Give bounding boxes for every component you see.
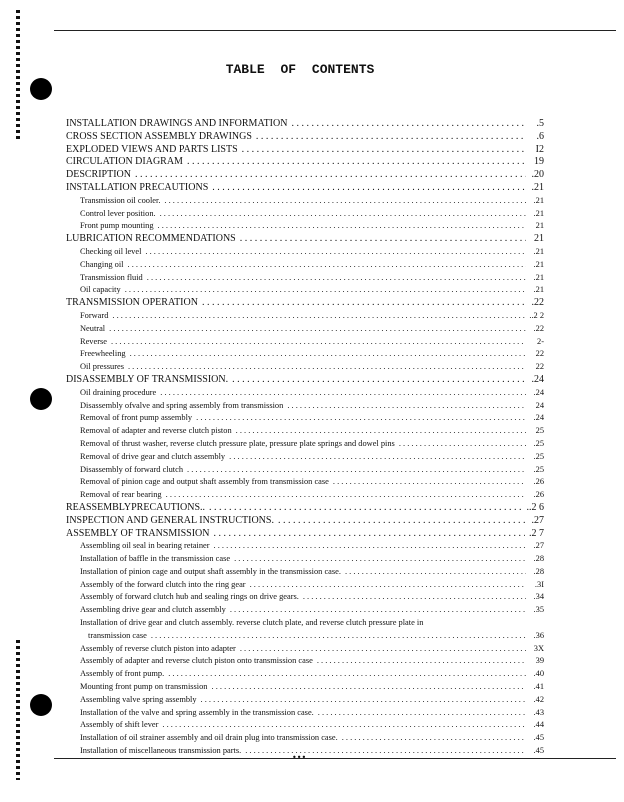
toc-leader-dots [232, 374, 526, 387]
toc-entry-page: .5 [536, 118, 544, 129]
toc-entry-label: Assembly of forward clutch hub and sealing rings on drive gears. [80, 592, 299, 602]
toc-leader-dots [166, 489, 526, 502]
toc-entry[interactable] [66, 515, 544, 528]
toc-entry[interactable] [66, 707, 544, 720]
toc-entry[interactable] [66, 297, 544, 310]
toc-leader-dots [240, 643, 526, 656]
toc-leader-dots [342, 732, 526, 745]
toc-entry[interactable] [66, 591, 544, 604]
toc-entry[interactable] [66, 336, 544, 349]
toc-entry[interactable] [66, 438, 544, 451]
toc-entry-label: Changing oil [80, 259, 124, 269]
toc-entry-page: .6 [536, 130, 544, 142]
toc-entry-page: .21 [531, 181, 544, 193]
toc-entry-page: 25 [535, 426, 544, 436]
toc-leader-dots [109, 323, 526, 336]
toc-entry-label: Oil capacity [80, 285, 121, 295]
toc-entry-page: 21 [535, 221, 544, 231]
toc-entry-page: .34 [533, 592, 544, 602]
toc-leader-dots [162, 719, 526, 732]
toc-entry-label: Assembly of shift lever [80, 720, 159, 730]
toc-leader-dots [212, 681, 527, 694]
toc-entry[interactable] [66, 643, 544, 656]
toc-leader-dots [333, 476, 526, 489]
toc-entry-label: Installation of oil strainer assembly and oil drain plug into transmission case. [80, 733, 338, 743]
toc-entry-label: Assembly of adapter and reverse clutch piston onto transmission case [80, 656, 313, 666]
toc-entry-label: Installation of miscellaneous transmission parts. [80, 746, 242, 756]
toc-entry-page: .43 [533, 707, 544, 717]
table-of-contents [66, 118, 544, 758]
toc-leader-dots [160, 387, 526, 400]
toc-leader-dots [287, 400, 526, 413]
toc-entry-page: .25 [533, 438, 544, 448]
toc-entry-page: .28 [533, 554, 544, 564]
toc-entry-page: .24 [533, 413, 544, 423]
toc-entry[interactable] [66, 131, 544, 144]
footer-mark: ••• [292, 753, 307, 762]
toc-entry[interactable] [66, 323, 544, 336]
toc-entry-page: I2 [535, 143, 544, 155]
toc-entry-page: .27 [531, 514, 544, 526]
toc-entry-label: Installation of pinion cage and output shaft assembly in the transmission case. [80, 566, 341, 576]
toc-entry[interactable] [66, 246, 544, 259]
toc-entry-label: REASSEMBLYPRECAUTIONS.. [66, 501, 206, 513]
toc-leader-dots [399, 438, 526, 451]
toc-leader-dots [209, 502, 522, 515]
toc-entry-page: .21 [533, 285, 544, 295]
toc-entry[interactable] [66, 220, 544, 233]
toc-leader-dots [317, 655, 526, 668]
toc-leader-dots [229, 451, 526, 464]
toc-entry-page: .41 [533, 682, 544, 692]
toc-entry[interactable] [66, 156, 544, 169]
toc-entry-page: .26 [533, 490, 544, 500]
toc-leader-dots [236, 425, 526, 438]
toc-entry-label: Removal of rear bearing [80, 490, 162, 500]
toc-entry[interactable] [66, 425, 544, 438]
toc-entry-label: EXPLODED VIEWS AND PARTS LISTS [66, 143, 238, 155]
toc-leader-dots [291, 118, 526, 131]
bottom-rule [54, 758, 616, 759]
toc-entry-page: 2- [537, 336, 544, 346]
toc-entry-label: Installation of the valve and spring assembly in the transmission case. [80, 707, 314, 717]
toc-entry-page: ..2 2 [529, 310, 544, 320]
toc-entry-label: transmission case [88, 630, 147, 640]
toc-entry-page: .21 [533, 259, 544, 269]
toc-leader-dots [201, 694, 526, 707]
toc-entry[interactable] [66, 476, 544, 489]
toc-leader-dots [345, 566, 526, 579]
toc-entry[interactable] [66, 310, 544, 323]
toc-leader-dots [125, 284, 526, 297]
toc-entry-page: 22 [535, 362, 544, 372]
toc-entry[interactable] [66, 412, 544, 425]
toc-entry-page: .21 [533, 195, 544, 205]
toc-leader-dots [318, 707, 526, 720]
toc-entry-label: Reverse [80, 336, 107, 346]
toc-entry-label: ASSEMBLY OF TRANSMISSION [66, 527, 210, 539]
toc-leader-dots [242, 144, 526, 157]
toc-entry[interactable] [66, 182, 544, 195]
toc-entry[interactable] [66, 604, 544, 617]
toc-entry-label: Disassembly of forward clutch [80, 464, 184, 474]
toc-leader-dots [256, 131, 526, 144]
toc-entry-page: 39 [535, 656, 544, 666]
toc-leader-dots [213, 528, 525, 541]
toc-entry[interactable] [66, 169, 544, 182]
toc-entry-page: .3I [534, 579, 544, 589]
toc-entry-label: Transmission fluid [80, 272, 143, 282]
toc-entry-page: .22 [531, 297, 544, 309]
toc-leader-dots [234, 553, 526, 566]
toc-entry[interactable] [66, 528, 544, 541]
toc-entry[interactable] [66, 630, 544, 643]
toc-leader-dots [135, 169, 526, 182]
toc-entry-page: 21 [534, 233, 544, 245]
binder-hole-top [30, 78, 52, 100]
toc-entry[interactable] [66, 400, 544, 413]
toc-entry[interactable] [66, 681, 544, 694]
toc-entry[interactable] [66, 259, 544, 272]
toc-entry-page: .26 [533, 477, 544, 487]
toc-entry[interactable] [66, 361, 544, 374]
toc-entry-label: INSTALLATION PRECAUTIONS [66, 181, 209, 193]
toc-entry-label: LUBRICATION RECOMMENDATIONS [66, 233, 236, 245]
toc-leader-dots [250, 579, 526, 592]
toc-entry-page: .36 [533, 630, 544, 640]
toc-entry-page: .25 [533, 464, 544, 474]
toc-entry-label: Installation of baffle in the transmission case [80, 554, 231, 564]
toc-entry-label: Mounting front pump on transmission [80, 682, 208, 692]
toc-entry[interactable] [66, 233, 544, 246]
toc-entry[interactable] [66, 464, 544, 477]
toc-leader-dots [128, 259, 526, 272]
toc-entry-label: Oil pressures [80, 362, 124, 372]
toc-leader-dots [160, 208, 526, 221]
toc-leader-dots [240, 233, 526, 246]
toc-entry-page: ..2 6 [526, 501, 544, 513]
toc-entry-page: 24 [535, 400, 544, 410]
toc-entry-page: 22 [535, 349, 544, 359]
toc-entry[interactable] [66, 489, 544, 502]
toc-leader-dots [151, 630, 526, 643]
toc-entry-label: DISASSEMBLY OF TRANSMISSION. [66, 373, 229, 385]
scan-edge-bottom [16, 640, 20, 780]
toc-entry[interactable] [66, 566, 544, 579]
toc-entry[interactable] [66, 451, 544, 464]
toc-entry-label: Oil draining procedure [80, 387, 157, 397]
toc-entry-label: Neutral [80, 323, 106, 333]
toc-leader-dots [130, 348, 526, 361]
toc-entry-label: Control lever position. [80, 208, 156, 218]
toc-entry[interactable] [66, 284, 544, 297]
toc-entry-page: .27 [533, 541, 544, 551]
toc-entry-page: .21 [533, 272, 544, 282]
toc-entry-page: .21 [533, 246, 544, 256]
toc-entry-label: Assembly of reverse clutch piston into adapter [80, 643, 236, 653]
toc-leader-dots [187, 156, 526, 169]
toc-entry-page: .35 [533, 605, 544, 615]
toc-entry-page: .42 [533, 694, 544, 704]
toc-leader-dots [111, 336, 526, 349]
toc-entry-page: .45 [533, 746, 544, 756]
toc-leader-dots [168, 668, 526, 681]
toc-leader-dots [187, 464, 526, 477]
toc-leader-dots [196, 412, 526, 425]
page-title: TABLE OF CONTENTS [225, 62, 375, 77]
toc-entry-page: .40 [533, 669, 544, 679]
toc-entry-page: .25 [533, 451, 544, 461]
toc-entry-label: Removal of thrust washer, reverse clutch pressure plate, pressure plate springs and dowel pins [80, 438, 395, 448]
toc-entry[interactable] [66, 617, 544, 630]
toc-entry[interactable] [66, 195, 544, 208]
toc-entry-label: Transmission oil cooler. [80, 195, 161, 205]
toc-entry[interactable] [66, 208, 544, 221]
toc-entry-page: .22 [533, 323, 544, 333]
toc-leader-dots [212, 182, 526, 195]
toc-entry-page: .24 [531, 373, 544, 385]
toc-leader-dots [278, 515, 526, 528]
toc-entry-page: .20 [531, 169, 544, 181]
toc-entry[interactable] [66, 719, 544, 732]
toc-entry[interactable] [66, 374, 544, 387]
binder-hole-bottom [30, 694, 52, 716]
toc-leader-dots [145, 246, 526, 259]
toc-leader-dots [214, 540, 526, 553]
toc-entry[interactable] [66, 348, 544, 361]
toc-entry-label: Removal of front pump assembly [80, 413, 193, 423]
toc-leader-dots [230, 604, 526, 617]
toc-entry-label: CIRCULATION DIAGRAM [66, 156, 183, 168]
toc-entry[interactable] [66, 579, 544, 592]
toc-entry-label: TRANSMISSION OPERATION [66, 297, 198, 309]
toc-entry-label: INSTALLATION DRAWINGS AND INFORMATION [66, 118, 288, 129]
toc-entry-page: .44 [533, 720, 544, 730]
toc-entry-label: Assembly of front pump. [80, 669, 165, 679]
toc-entry[interactable] [66, 694, 544, 707]
toc-entry[interactable] [66, 540, 544, 553]
toc-leader-dots [112, 310, 525, 323]
toc-entry-page: .21 [533, 208, 544, 218]
toc-entry[interactable] [66, 655, 544, 668]
toc-entry-label: Assembling oil seal in bearing retainer [80, 541, 210, 551]
toc-entry-page: .24 [533, 387, 544, 397]
toc-entry-page: 3X [533, 643, 544, 653]
toc-entry-label: Forward [80, 310, 109, 320]
toc-entry-label: Assembly of the forward clutch into the ring gear [80, 579, 246, 589]
toc-entry-label: Freewheeling [80, 349, 126, 359]
toc-leader-dots [147, 272, 526, 285]
binder-hole-middle [30, 388, 52, 410]
top-rule [54, 30, 616, 31]
toc-entry-page: .2 7 [529, 527, 544, 539]
toc-entry[interactable] [66, 502, 544, 515]
toc-entry[interactable] [66, 387, 544, 400]
toc-entry-label: Removal of pinion cage and output shaft assembly from transmission case [80, 477, 329, 487]
toc-leader-dots [164, 195, 526, 208]
toc-entry-label: Disassembly ofvalve and spring assembly from transmission [80, 400, 284, 410]
toc-entry[interactable] [66, 118, 544, 131]
toc-entry[interactable] [66, 732, 544, 745]
toc-entry[interactable] [66, 668, 544, 681]
toc-leader-dots [158, 220, 526, 233]
toc-entry-page: .28 [533, 566, 544, 576]
toc-entry-label: Front pump mounting [80, 221, 154, 231]
toc-entry[interactable] [66, 144, 544, 157]
toc-entry[interactable] [66, 553, 544, 566]
toc-leader-dots [245, 745, 526, 758]
toc-entry[interactable] [66, 272, 544, 285]
toc-entry-page: .45 [533, 733, 544, 743]
toc-leader-dots [128, 361, 526, 374]
toc-entry-label: Checking oil level [80, 246, 142, 256]
toc-leader-dots [303, 591, 526, 604]
toc-entry-label: Assembling valve spring assembly [80, 694, 197, 704]
toc-entry-page: 19 [534, 156, 544, 168]
toc-entry-label: Removal of adapter and reverse clutch piston [80, 426, 232, 436]
toc-entry-label: Assembling drive gear and clutch assembly [80, 605, 226, 615]
toc-leader-dots [202, 297, 526, 310]
toc-entry-label: Removal of drive gear and clutch assembly [80, 451, 226, 461]
toc-entry-label: DESCRIPTION [66, 169, 132, 181]
toc-entry-label: CROSS SECTION ASSEMBLY DRAWINGS [66, 130, 252, 142]
toc-entry-label: Installation of drive gear and clutch assembly. reverse clutch plate, and reverse clutch pressure plate in [80, 618, 424, 628]
toc-entry-label: INSPECTION AND GENERAL INSTRUCTIONS. [66, 514, 274, 526]
